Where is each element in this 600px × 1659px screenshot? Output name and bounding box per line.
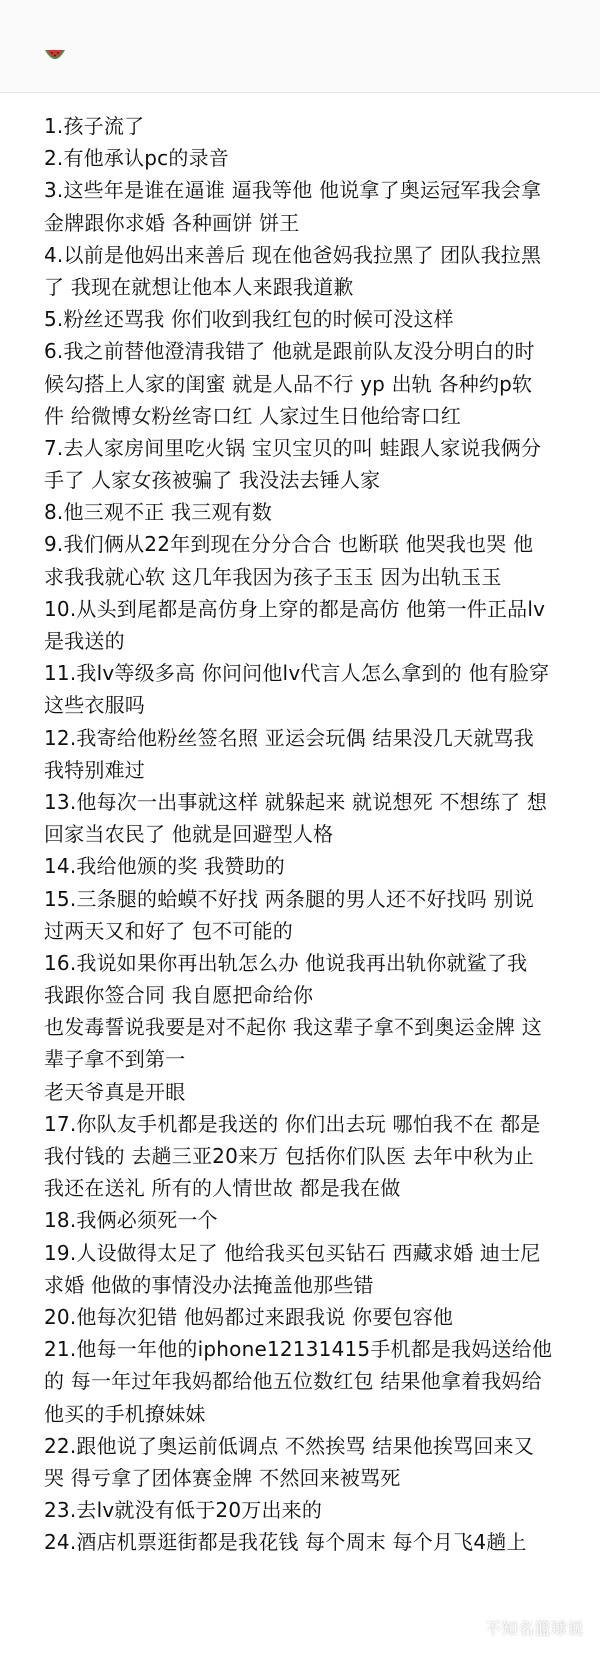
text-line: 22.跟他说了奥运前低调点 不然挨骂 结果他挨骂回来又 — [44, 1433, 534, 1458]
post-body — [44, 110, 584, 1558]
text-line: 哭 得亏拿了团体赛金牌 不然回来被骂死 — [44, 1465, 401, 1490]
text-line: 17.你队友手机都是我送的 你们出去玩 哪怕我不在 都是 — [44, 1111, 541, 1136]
text-line: 是我送的 — [44, 629, 125, 653]
text-line: 也发毒誓说我要是对不起你 我这辈子拿不到奥运金牌 这 — [44, 1015, 542, 1040]
text-line: 的 每一年过年我妈都给他五位数红包 结果他拿着我妈给 — [44, 1369, 542, 1394]
text-line: 7.去人家房间里吃火锅 宝贝宝贝的叫 蛙跟人家说我俩分 — [44, 435, 542, 460]
text-line: 18.我俩必须死一个 — [44, 1208, 218, 1233]
text-line: 老天爷真是开眼 — [44, 1079, 186, 1104]
text-line: 求婚 他做的事情没办法掩盖他那些错 — [44, 1272, 374, 1297]
text-line: 候勾搭上人家的闺蜜 就是人品不行 yp 出轨 各种约p软 — [44, 371, 533, 396]
text-line: 他买的手机撩妹妹 — [44, 1401, 206, 1426]
text-line: 23.去lv就没有低于20万出来的 — [44, 1498, 323, 1523]
text-line: 20.他每次犯错 他妈都过来跟我说 你要包容他 — [44, 1304, 454, 1329]
text-line: 我跟你签合同 我自愿把命给你 — [44, 983, 314, 1008]
text-line: 6.我之前替他澄清我错了 他就是跟前队友没分明白的时 — [44, 339, 535, 364]
text-line: 我还在送礼 所有的人情世故 都是我在做 — [44, 1176, 401, 1201]
text-line: 回家当农民了 他就是回避型人格 — [44, 822, 334, 847]
text-line: 21.他每一年他的iphone12131415手机都是我妈送给他 — [44, 1337, 553, 1362]
text-line: 这些衣服吗 — [44, 693, 145, 718]
text-line: 9.我们俩从22年到现在分分合合 也断联 他哭我也哭 他 — [44, 532, 534, 557]
text-line: 辈子拿不到第一 — [44, 1047, 186, 1072]
watermelon-icon — [44, 46, 66, 64]
text-line: 我特别难过 — [44, 757, 145, 782]
text-line: 10.从头到尾都是高仿身上穿的都是高仿 他第一件正品lv — [44, 596, 546, 621]
text-line: 1.孩子流了 — [44, 114, 145, 138]
text-line: 15.三条腿的蛤蟆不好找 两条腿的男人还不好找吗 别说 — [44, 886, 534, 911]
text-line: 求我我就心软 这几年我因为孩子玉玉 因为出轨玉玉 — [44, 564, 502, 589]
text-line: 8.他三观不正 我三观有数 — [44, 500, 273, 525]
text-line: 11.我lv等级多高 你问问他lv代言人怎么拿到的 他有脸穿 — [44, 661, 550, 686]
text-line: 了 我现在就想让他本人来跟我道歉 — [44, 274, 354, 299]
text-line: 24.酒店机票逛街都是我花钱 每个周末 每个月飞4趟上 — [44, 1530, 527, 1555]
text-line: 19.人设做得太足了 他给我买包买钻石 西藏求婚 迪士尼 — [44, 1240, 541, 1265]
text-line: 过两天又和好了 包不可能的 — [44, 918, 293, 943]
text-line: 16.我说如果你再出轨怎么办 他说我再出轨你就鲨了我 — [44, 950, 528, 975]
text-line: 件 给微博女粉丝寄口红 人家过生日他给寄口红 — [44, 403, 462, 428]
text-line: 5.粉丝还骂我 你们收到我红包的时候可没这样 — [44, 307, 454, 332]
text-line: 手了 人家女孩被骗了 我没法去锤人家 — [44, 468, 381, 493]
bottom-fade — [0, 1649, 600, 1659]
text-line: 13.他每次一出事就这样 就躲起来 就说想死 不想练了 想 — [44, 789, 548, 814]
watermark: 不知名篮球说 — [484, 1619, 584, 1638]
text-line: 4.以前是他妈出来善后 现在他爸妈我拉黑了 团队我拉黑 — [44, 242, 542, 267]
text-line: 2.有他承认pc的录音 — [44, 146, 229, 171]
text-line: 金牌跟你求婚 各种画饼 饼王 — [44, 210, 300, 235]
text-line: 3.这些年是谁在逼谁 逼我等他 他说拿了奥运冠军我会拿 — [44, 178, 542, 203]
top-bar — [0, 0, 600, 93]
text-line: 我付钱的 去趟三亚20来万 包括你们队医 去年中秋为止 — [44, 1144, 534, 1168]
text-line: 14.我给他颁的奖 我赞助的 — [44, 854, 285, 879]
text-line: 12.我寄给他粉丝签名照 亚运会玩偶 结果没几天就骂我 — [44, 725, 534, 750]
